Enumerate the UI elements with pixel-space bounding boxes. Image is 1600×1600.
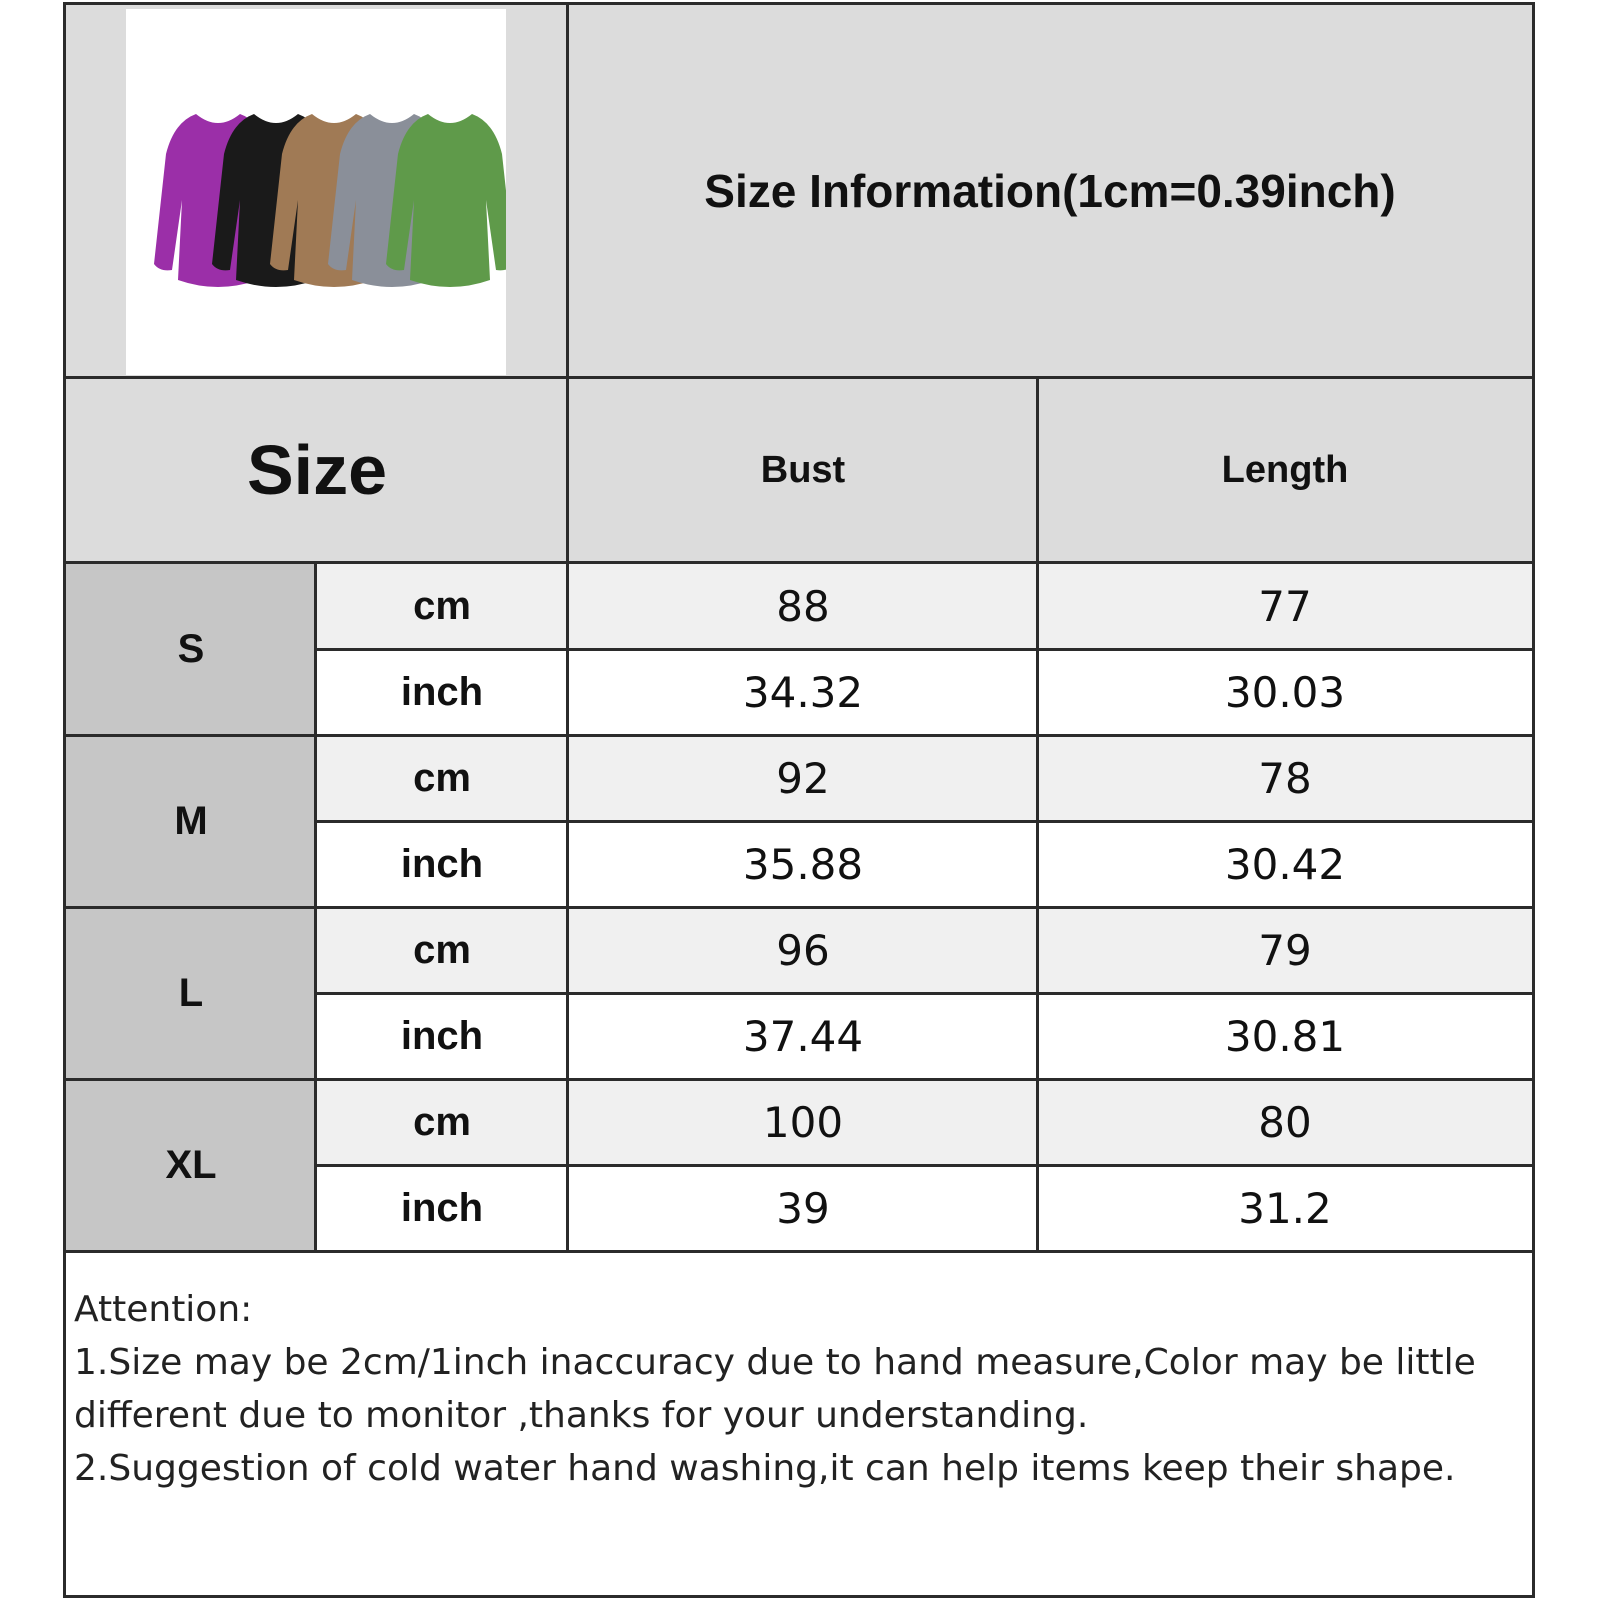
bust-inch-value: 34.32 bbox=[568, 649, 1038, 735]
length-cm-value: 78 bbox=[1038, 735, 1532, 821]
length-cm-value: 79 bbox=[1038, 907, 1532, 993]
divider bbox=[66, 734, 1532, 737]
unit-label-inch: inch bbox=[316, 821, 568, 907]
unit-label-cm: cm bbox=[316, 1079, 568, 1165]
product-photo bbox=[126, 9, 506, 375]
bust-header-cell bbox=[568, 377, 1038, 563]
unit-label-inch: inch bbox=[316, 649, 568, 735]
divider bbox=[316, 820, 1532, 823]
bust-header-label: Bust bbox=[760, 448, 846, 491]
divider bbox=[316, 648, 1532, 651]
length-inch-value: 30.42 bbox=[1038, 821, 1532, 907]
divider bbox=[314, 563, 317, 1251]
divider bbox=[66, 376, 1532, 379]
size-header-label: Size bbox=[246, 431, 388, 509]
bust-cm-value: 100 bbox=[568, 1079, 1038, 1165]
divider bbox=[316, 1164, 1532, 1167]
size-info-title-cell bbox=[568, 5, 1532, 377]
length-inch-value: 30.03 bbox=[1038, 649, 1532, 735]
attention-notes bbox=[74, 1283, 1502, 1495]
unit-label-inch: inch bbox=[316, 1165, 568, 1251]
bust-inch-value: 35.88 bbox=[568, 821, 1038, 907]
dress-shape bbox=[386, 114, 506, 287]
divider bbox=[66, 1250, 1532, 1253]
page-title: Size Information(1cm=0.39inch) bbox=[704, 165, 1396, 217]
size-label-l: L bbox=[66, 907, 316, 1079]
bust-inch-value: 39 bbox=[568, 1165, 1038, 1251]
size-label-s: S bbox=[66, 563, 316, 735]
length-header-label: Length bbox=[1221, 448, 1349, 491]
divider bbox=[66, 561, 1532, 564]
divider bbox=[66, 1078, 1532, 1081]
bust-cm-value: 96 bbox=[568, 907, 1038, 993]
unit-label-cm: cm bbox=[316, 735, 568, 821]
length-inch-value: 30.81 bbox=[1038, 993, 1532, 1079]
unit-label-cm: cm bbox=[316, 563, 568, 649]
divider bbox=[66, 906, 1532, 909]
divider bbox=[566, 5, 569, 1251]
attention-note-2: 2.Suggestion of cold water hand washing,it can help items keep their shape. bbox=[74, 1448, 1456, 1489]
unit-label-inch: inch bbox=[316, 993, 568, 1079]
length-header-cell bbox=[1038, 377, 1532, 563]
size-label-xl: XL bbox=[66, 1079, 316, 1251]
bust-inch-value: 37.44 bbox=[568, 993, 1038, 1079]
bust-cm-value: 92 bbox=[568, 735, 1038, 821]
size-label-m: M bbox=[66, 735, 316, 907]
dresses-illustration bbox=[126, 9, 506, 375]
length-inch-value: 31.2 bbox=[1038, 1165, 1532, 1251]
length-cm-value: 80 bbox=[1038, 1079, 1532, 1165]
bust-cm-value: 88 bbox=[568, 563, 1038, 649]
attention-heading: Attention: bbox=[74, 1289, 253, 1330]
size-chart bbox=[63, 2, 1535, 1598]
size-header-cell bbox=[66, 377, 568, 563]
attention-note-1: 1.Size may be 2cm/1inch inaccuracy due to hand measure,Color may be little different due to monitor ,thanks for your understanding. bbox=[74, 1342, 1476, 1436]
divider bbox=[316, 992, 1532, 995]
divider bbox=[1036, 377, 1039, 1251]
unit-label-cm: cm bbox=[316, 907, 568, 993]
length-cm-value: 77 bbox=[1038, 563, 1532, 649]
product-photo-cell bbox=[66, 5, 568, 377]
